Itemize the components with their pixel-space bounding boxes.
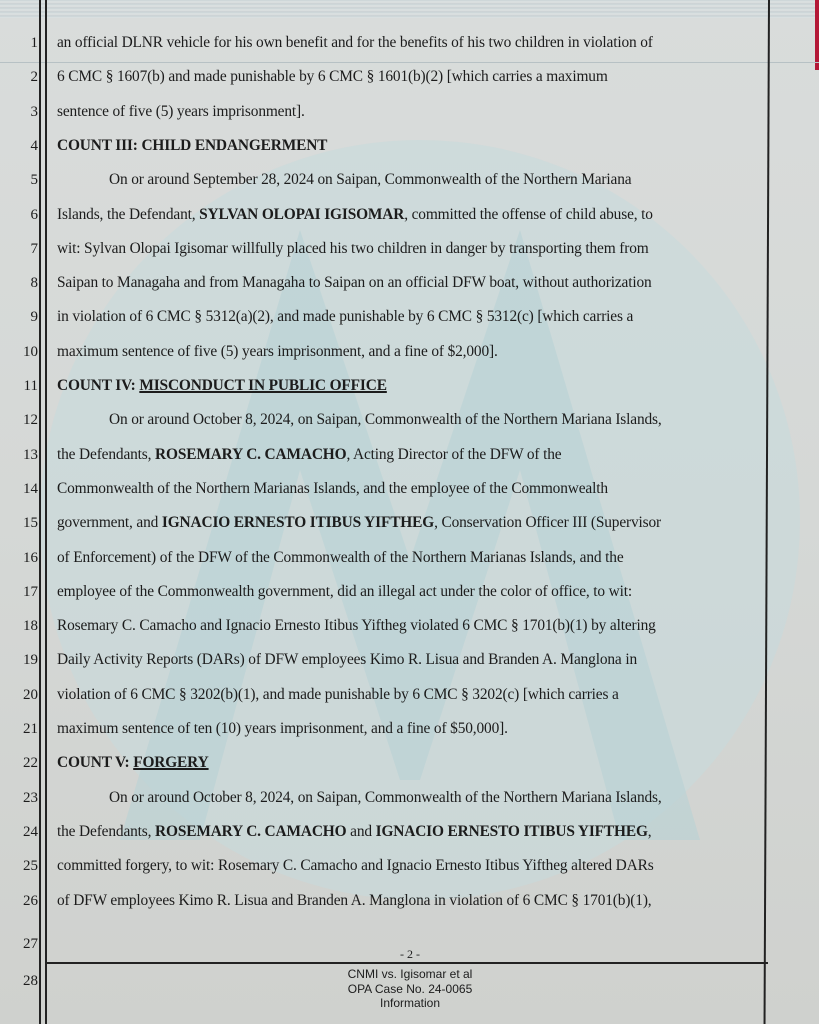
line-number: 18: [23, 618, 38, 635]
text-line: [57, 274, 762, 292]
footer-document-type: Information: [379, 996, 441, 1010]
bold-text: IGNACIO ERNESTO ITIBUS YIFTHEG: [375, 822, 648, 840]
footer-case-number: OPA Case No. 24-0065: [347, 981, 473, 996]
line-number: 27: [23, 936, 38, 952]
text-line: [57, 171, 814, 189]
text-segment: Islands, the Defendant,: [57, 205, 200, 223]
text-line: [57, 68, 762, 86]
text-segment: of Enforcement) of the DFW of the Commonwealth of the Northern Marianas Islands, and the: [57, 548, 624, 566]
line-number: 1: [30, 35, 38, 51]
line-number: 12: [23, 412, 38, 429]
text-segment: of DFW employees Kimo R. Lisua and Branden A. Manglona in violation of 6 CMC § 1701(b)(1),: [57, 891, 652, 909]
text-segment: On or around October 8, 2024, on Saipan, Commonwealth of the Northern Mariana Islands,: [109, 788, 662, 806]
line-number: 8: [30, 275, 38, 292]
text-line: [57, 789, 814, 807]
bold-text: ROSEMARY C. CAMACHO: [155, 445, 347, 463]
text-segment: Rosemary C. Camacho and Ignacio Ernesto Itibus Yiftheg violated 6 CMC § 1701(b)(1) by altering: [57, 617, 656, 635]
page-number: - 2 -: [400, 947, 420, 961]
line-number: 2: [30, 69, 38, 86]
line-number: 16: [23, 549, 38, 566]
bold-text: COUNT IV:: [57, 377, 140, 394]
line-number: 28: [23, 973, 38, 989]
line-number: 25: [23, 858, 38, 875]
bold-text: COUNT V:: [57, 754, 134, 772]
text-segment: , committed the offense of child abuse, to: [404, 205, 653, 223]
text-segment: and: [346, 822, 376, 840]
line-number: 3: [30, 103, 38, 120]
line-number: 24: [23, 823, 38, 840]
text-segment: On or around September 28, 2024 on Saipan, Commonwealth of the Northern Mariana: [109, 171, 632, 189]
line-number: 23: [23, 789, 38, 806]
line-number: 21: [23, 721, 38, 737]
text-line: [57, 411, 814, 429]
text-segment: Commonwealth of the Northern Marianas Islands, and the employee of the Commonwealth: [57, 479, 608, 497]
text-segment: maximum sentence of five (5) years imprisonment, and a fine of $2,000].: [57, 342, 498, 360]
line-number: 5: [30, 172, 38, 189]
text-line: [57, 514, 762, 532]
text-segment: Daily Activity Reports (DARs) of DFW employees Kimo R. Lisua and Branden A. Manglona in: [57, 651, 637, 669]
text-line: [57, 720, 762, 738]
bold-text: COUNT III: CHILD ENDANGERMENT: [57, 136, 328, 154]
line-number: 10: [23, 343, 38, 360]
text-line: [57, 823, 762, 841]
margin-rule-left-inner: [45, 0, 47, 1024]
bold-text: SYLVAN OLOPAI IGISOMAR: [199, 205, 405, 223]
text-segment: ,: [647, 822, 652, 840]
text-segment: , Acting Director of the DFW of the: [346, 445, 562, 463]
text-segment: Saipan to Managaha and from Managaha to Saipan on an official DFW boat, without authorization: [57, 274, 652, 292]
text-line: [57, 240, 762, 258]
text-segment: wit: Sylvan Olopai Igisomar willfully placed his two children in danger by transporting them from: [57, 239, 649, 257]
line-number: 13: [23, 446, 38, 463]
text-segment: government, and: [57, 514, 162, 532]
text-line: [57, 343, 762, 361]
line-number: 4: [30, 137, 38, 154]
text-line: [57, 857, 762, 875]
text-segment: , Conservation Officer III (Supervisor: [434, 514, 662, 532]
line-number: 17: [23, 583, 38, 600]
text-line: [57, 206, 762, 224]
text-line: [57, 308, 762, 326]
text-line: [57, 103, 762, 121]
text-segment: the Defendants,: [57, 822, 156, 840]
bold-text: ROSEMARY C. CAMACHO: [155, 822, 347, 840]
text-line: [57, 583, 762, 601]
text-segment: maximum sentence of ten (10) years imprisonment, and a fine of $50,000].: [57, 720, 508, 737]
text-segment: violation of 6 CMC § 3202(b)(1), and made punishable by 6 CMC § 3202(c) [which carries a: [57, 685, 619, 703]
footer-caption: CNMI vs. Igisomar et al: [347, 967, 473, 981]
line-number: 22: [23, 755, 38, 772]
text-segment: an official DLNR vehicle for his own benefit and for the benefits of his two children in violation of: [57, 34, 653, 51]
bold-text: MISCONDUCT IN PUBLIC OFFICE: [139, 377, 387, 394]
text-line: [57, 892, 762, 910]
text-segment: committed forgery, to wit: Rosemary C. Camacho and Ignacio Ernesto Itibus Yiftheg altered DARs: [57, 857, 654, 875]
text-line: [57, 754, 762, 772]
text-segment: sentence of five (5) years imprisonment].: [57, 102, 305, 120]
line-number: 11: [23, 378, 38, 394]
text-line: [57, 34, 762, 52]
text-segment: 6 CMC § 1607(b) and made punishable by 6 CMC § 1601(b)(2) [which carries a maximum: [57, 68, 608, 86]
text-segment: in violation of 6 CMC § 5312(a)(2), and made punishable by 6 CMC § 5312(c) [which carries a: [57, 308, 634, 326]
line-number: 6: [30, 206, 38, 223]
line-number: 19: [23, 652, 38, 669]
text-segment: the Defendants,: [57, 445, 156, 463]
line-number: 9: [30, 309, 38, 326]
line-number: 14: [23, 480, 38, 497]
text-line: [57, 617, 762, 635]
line-number: 20: [23, 686, 38, 703]
line-number: 26: [23, 892, 38, 909]
text-line: [57, 446, 762, 464]
footer-caption-block: [300, 967, 520, 1011]
bold-text: FORGERY: [133, 754, 209, 772]
text-line: [57, 549, 762, 567]
text-line: [57, 137, 762, 155]
footer-rule: [46, 962, 768, 964]
text-line: [57, 377, 762, 395]
line-number: 7: [30, 240, 38, 257]
text-segment: On or around October 8, 2024, on Saipan, Commonwealth of the Northern Mariana Islands,: [109, 411, 662, 429]
text-line: [57, 651, 762, 669]
text-line: [57, 686, 762, 704]
text-segment: employee of the Commonwealth government, did an illegal act under the color of office, to wit:: [57, 582, 632, 600]
bold-text: IGNACIO ERNESTO ITIBUS YIFTHEG: [161, 514, 435, 532]
margin-rule-left-outer: [39, 0, 41, 1024]
text-line: [57, 480, 762, 498]
line-number: 15: [23, 515, 38, 532]
